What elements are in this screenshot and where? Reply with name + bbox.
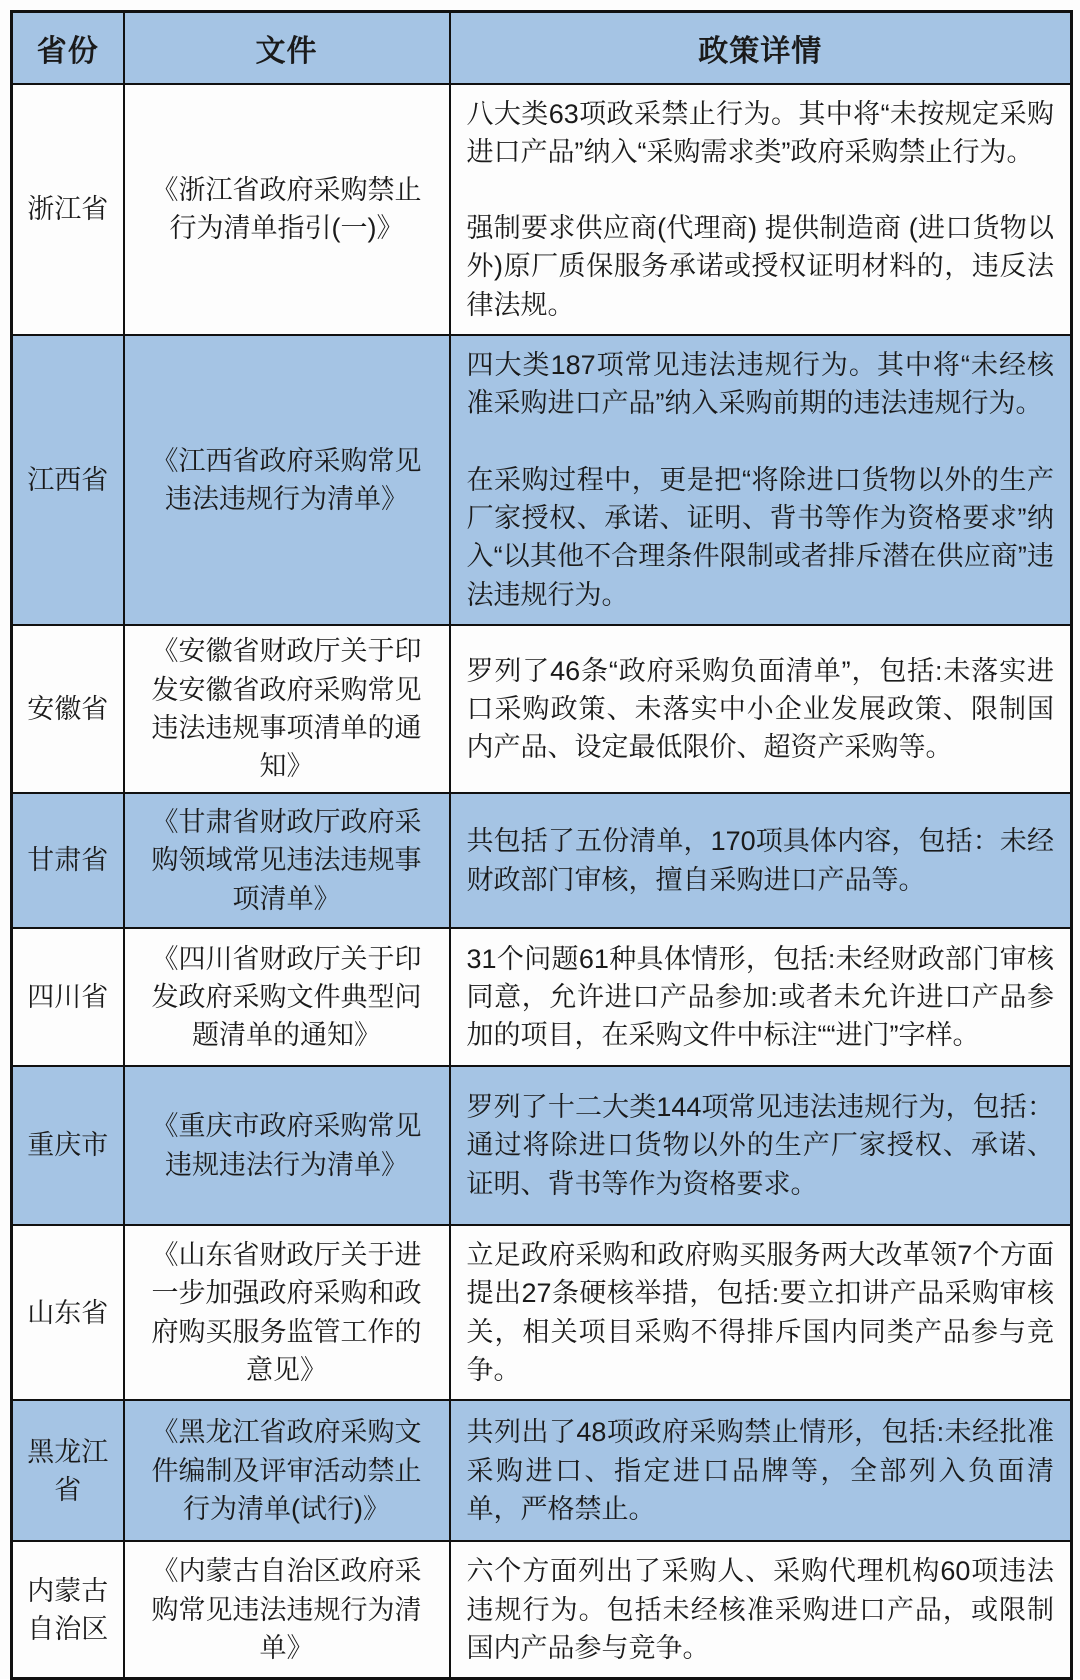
col-header-document: 文件 [124, 12, 450, 84]
document-cell: 《安徽省财政厅关于印发安徽省政府采购常见违法违规事项清单的通知》 [124, 625, 450, 793]
province-cell: 甘肃省 [12, 793, 124, 928]
details-cell [450, 928, 1072, 1066]
province-cell: 重庆市 [12, 1066, 124, 1225]
details-paragraph: 共包括了五份清单，170项具体内容，包括：未经财政部门审核，擅自采购进口产品等。 [466, 826, 1054, 895]
province-cell: 安徽省 [12, 625, 124, 793]
province-cell: 黑龙江省 [12, 1400, 124, 1541]
province-cell: 江西省 [12, 335, 124, 625]
details-paragraph: 31个问题61种具体情形，包括:未经财政部门审核同意，允许进口产品参加:或者未允许进口产品参加的项目，在采购文件中标注““进门”字样。 [466, 943, 1054, 1051]
table-row [12, 1400, 1072, 1541]
details-paragraph: 罗列了46条“政府采购负面清单”，包括:未落实进口采购政策、未落实中小企业发展政策、限制国内产品、设定最低限价、超资产采购等。 [466, 655, 1054, 763]
details-paragraph: 八大类63项政采禁止行为。其中将“未按规定采购进口产品”纳入“采购需求类”政府采购禁止行为。 [466, 98, 1054, 167]
document-cell: 《山东省财政厅关于进一步加强政府采购和政府购买服务监管工作的意见》 [124, 1225, 450, 1400]
province-cell: 内蒙古自治区 [12, 1541, 124, 1678]
details-cell [450, 84, 1072, 336]
table-row [12, 335, 1072, 625]
table-row [12, 1541, 1072, 1678]
col-header-province: 省份 [12, 12, 124, 84]
document-cell: 《重庆市政府采购常见违规违法行为清单》 [124, 1066, 450, 1225]
details-cell [450, 1066, 1072, 1225]
details-cell [450, 1541, 1072, 1678]
details-paragraph: 六个方面列出了采购人、采购代理机构60项违法违规行为。包括未经核准采购进口产品，或限制国内产品参与竞争。 [466, 1556, 1054, 1664]
details-cell [450, 335, 1072, 625]
table-row [12, 1066, 1072, 1225]
document-cell: 《甘肃省财政厅政府采购领域常见违法违规事项清单》 [124, 793, 450, 928]
document-cell: 《浙江省政府采购禁止行为清单指引(一)》 [124, 84, 450, 336]
table-row [12, 1225, 1072, 1400]
table-row [12, 625, 1072, 793]
details-paragraph: 强制要求供应商(代理商) 提供制造商 (进口货物以外)原厂质保服务承诺或授权证明材料的，违反法律法规。 [466, 213, 1054, 320]
details-cell [450, 793, 1072, 928]
details-paragraph: 共列出了48项政府采购禁止情形，包括:未经批准采购进口、指定进口品牌等，全部列入负面清单，严格禁止。 [466, 1417, 1054, 1525]
table-row [12, 84, 1072, 336]
table-row [12, 928, 1072, 1066]
details-paragraph: 立足政府采购和政府购买服务两大改革领7个方面提出27条硬核举措，包括:要立扣讲产品采购审核关，相关项目采购不得排斥国内同类产品参与竞争。 [466, 1240, 1054, 1386]
details-paragraph: 四大类187项常见违法违规行为。其中将“未经核准采购进口产品”纳入采购前期的违法违规行为。 [466, 350, 1054, 419]
policy-table [10, 10, 1073, 1680]
details-paragraph: 在采购过程中，更是把“将除进口货物以外的生产厂家授权、承诺、证明、背书等作为资格要求”纳入“以其他不合理条件限制或者排斥潜在供应商”违法违规行为。 [466, 464, 1054, 610]
details-paragraph: 罗列了十二大类144项常见违法违规行为，包括：通过将除进口货物以外的生产厂家授权、承诺、证明、背书等作为资格要求。 [466, 1092, 1054, 1199]
document-cell: 《内蒙古自治区政府采购常见违法违规行为清单》 [124, 1541, 450, 1678]
province-cell: 四川省 [12, 928, 124, 1066]
col-header-details: 政策详情 [450, 12, 1072, 84]
details-cell [450, 1400, 1072, 1541]
details-cell [450, 1225, 1072, 1400]
table-row [12, 793, 1072, 928]
document-cell: 《四川省财政厅关于印发政府采购文件典型问题清单的通知》 [124, 928, 450, 1066]
province-cell: 山东省 [12, 1225, 124, 1400]
header-row [12, 12, 1072, 84]
document-cell: 《江西省政府采购常见违法违规行为清单》 [124, 335, 450, 625]
province-cell: 浙江省 [12, 84, 124, 336]
document-cell: 《黑龙江省政府采购文件编制及评审活动禁止行为清单(试行)》 [124, 1400, 450, 1541]
details-cell [450, 625, 1072, 793]
